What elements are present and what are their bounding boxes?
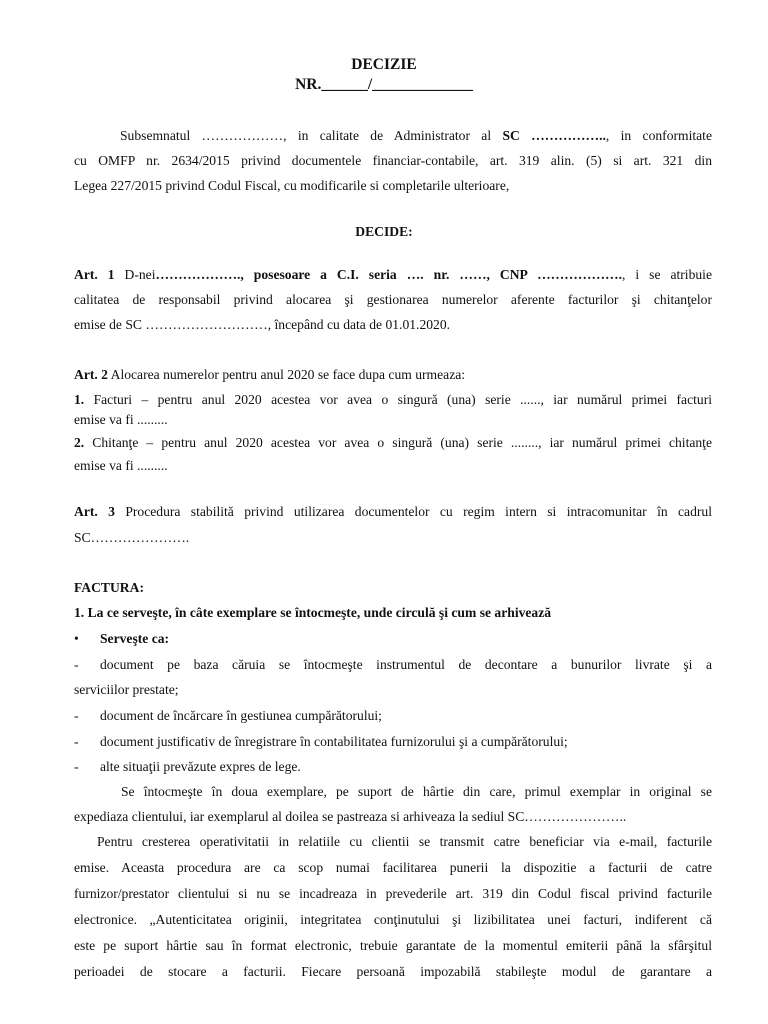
intro-line-2: cu OMFP nr. 2634/2015 privind documentele financiar-contabile, art. 319 alin. (5) si art. 321 din	[74, 153, 712, 168]
paragraph-1-line-2: expediaza clientului, iar exemplarul al doilea se pastreaza si arhiveaza la sediul SC…………………..	[74, 809, 627, 824]
paragraph-2-line-4: electronice. „Autenticitatea originii, integritatea conţinutului şi lizibilitatea unei facturi, indiferent că	[74, 912, 712, 927]
item-text: Chitanţe – pentru anul 2020 acestea vor avea o singură (una) serie ........, iar numărul primei chitanţe	[84, 435, 712, 450]
company-placeholder: SC ……………..	[502, 128, 606, 143]
serveste-item-2: document de încărcare în gestiunea cumpărătorului;	[100, 708, 382, 723]
serveste-label: Serveşte ca:	[100, 631, 170, 646]
art1-line-1	[74, 266, 712, 283]
paragraph-2-line-3: furnizor/prestator clientului si nu se incadreaza in prevederile art. 319 din Codul fiscal privind facturile	[74, 886, 712, 901]
art2-item-2	[74, 434, 712, 451]
paragraph-1-line-1: Se întocmeşte în doua exemplare, pe suport de hârtie din care, primul exemplar in original se	[121, 784, 712, 799]
serveste-item-1: document pe baza căruia se întocmeşte instrumentul de decontare a bunurilor livrate şi a	[100, 657, 712, 672]
art2-item-2-cont: emise va fi .........	[74, 458, 168, 473]
bullet-icon: •	[74, 631, 79, 646]
intro-text: Subsemnatul ………………, in calitate de Administrator al	[120, 128, 503, 143]
art1-line-2: calitatea de responsabil privind alocarea şi gestionarea numerelor aferente facturilor şi chitanţelor	[74, 292, 712, 307]
paragraph-2-line-6: perioadei de stocare a facturii. Fiecare persoană impozabilă stabileşte modul de garantare a	[74, 964, 712, 979]
paragraph-2-line-2: emise. Aceasta procedura are ca scop numai facilitarea punerii la dispozitie a facturii de catre	[74, 860, 712, 875]
item-number: 2.	[74, 435, 85, 450]
art1-text-end: , i se atribuie	[622, 267, 712, 282]
document-title: DECIZIE	[351, 56, 417, 73]
art3-line-1	[74, 503, 712, 520]
art1-label: Art. 1	[74, 267, 115, 282]
art1-line-3: emise de SC ………………………, începând cu data de 01.01.2020.	[74, 317, 451, 332]
art2-item-1-cont: emise va fi .........	[74, 412, 168, 427]
factura-heading: FACTURA:	[74, 580, 144, 595]
paragraph-2-line-5: este pe suport hârtie sau în format electronic, trebuie garantate de la momentul emiterii până la sfârşitul	[74, 938, 712, 953]
item-number: 1.	[74, 392, 85, 407]
art1-text: D-nei	[114, 267, 156, 282]
intro-line-1	[74, 127, 712, 144]
paragraph-2-line-1: Pentru cresterea operativitatii in relatiile cu clientii se transmit catre beneficiar via e-mail, facturile	[97, 834, 712, 849]
art3-label: Art. 3	[74, 504, 115, 519]
decision-number: NR.______/_____________	[295, 76, 473, 93]
art2-label: Art. 2	[74, 367, 108, 382]
art3-text: Procedura stabilită privind utilizarea documentelor cu regim intern si intracomunitar în cadrul	[114, 504, 712, 519]
art2-text: Alocarea numerelor pentru anul 2020 se face dupa cum urmeaza:	[107, 367, 466, 382]
dash-marker: -	[74, 734, 79, 749]
art1-placeholders: ………………., posesoare a C.I. seria …. nr. ……, CNP ……………….	[155, 267, 623, 282]
art3-line-2: SC………………….	[74, 530, 190, 545]
serveste-item-4: alte situaţii prevăzute expres de lege.	[100, 759, 301, 774]
intro-text-end: , in conformitate	[605, 128, 712, 143]
serveste-item-3: document justificativ de înregistrare în contabilitatea furnizorului şi a cumpărătorului;	[100, 734, 568, 749]
factura-subheading: 1. La ce serveşte, în câte exemplare se întocmeşte, unde circulă şi cum se arhivează	[74, 605, 552, 620]
dash-marker: -	[74, 708, 79, 723]
dash-marker: -	[74, 657, 79, 672]
art2-item-1	[74, 391, 712, 408]
serveste-item-1-cont: serviciilor prestate;	[74, 682, 179, 697]
item-text: Facturi – pentru anul 2020 acestea vor avea o singură (una) serie ......, iar numărul primei facturi	[84, 392, 712, 407]
art2-line-1	[74, 366, 465, 383]
decide-heading: DECIDE:	[355, 224, 413, 239]
intro-line-3: Legea 227/2015 privind Codul Fiscal, cu modificarile si completarile ulterioare,	[74, 178, 510, 193]
dash-marker: -	[74, 759, 79, 774]
